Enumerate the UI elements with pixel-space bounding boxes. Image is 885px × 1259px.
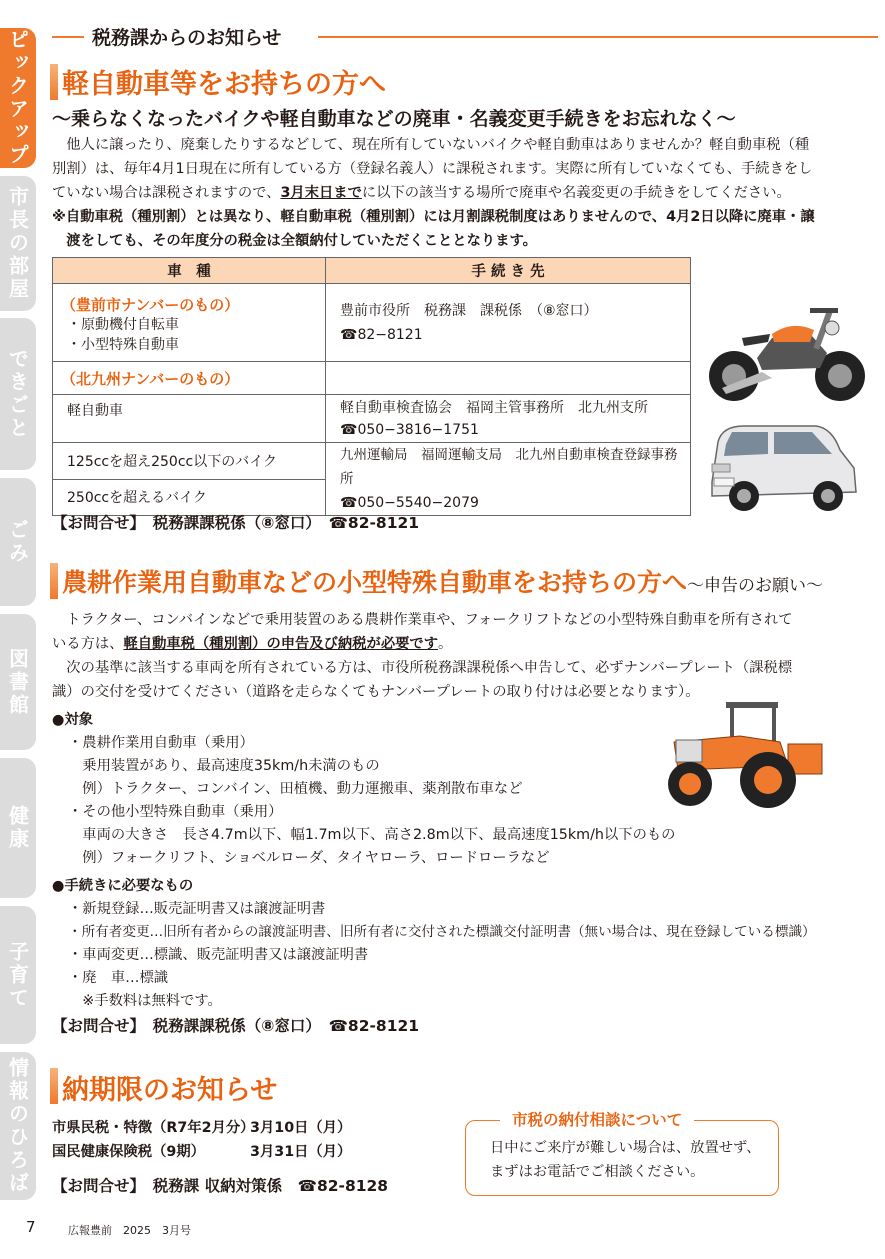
table-item: ・原動機付自転車 [67, 317, 179, 333]
header-title: 税務課からのお知らせ [92, 27, 282, 49]
inquiry-kei: 【お問合せ】 税務課課税係（⑧窓口） ☎82-8121 [52, 514, 420, 532]
needs-item: ・新規登録…販売証明書又は譲渡証明書 [68, 901, 326, 917]
body-text: いる方は、 [52, 636, 124, 652]
body-line: 次の基準に該当する車両を所有されている方は、市役所税務課課税係へ申告して、必ずナンバープレート（課税標 [52, 660, 793, 676]
consultation-box-title: 市税の納付相談について [500, 1108, 694, 1130]
deadline-label: 国民健康保険税（9期） [52, 1144, 205, 1160]
tax-emphasis: 軽自動車税（種別割）の申告及び納税が必要です [123, 636, 439, 652]
consultation-line: まずはお電話でご相談ください。 [490, 1164, 705, 1180]
note-line: ※自動車税（種別割）とは異なり、軽自動車税（種別割）には月割課税制度はありませんので、4月2日以降に廃車・譲 [52, 209, 815, 225]
body-line: 他人に譲ったり、廃棄したりするなどして、現在所有していないバイクや軽自動車はありませんか？軽自動車税（種 [52, 137, 810, 153]
table-cell-empty [326, 362, 691, 395]
table-cell-office3 [326, 443, 691, 516]
body-text: 。 [438, 636, 453, 652]
side-tab-garbage[interactable]: ごみ [0, 478, 36, 606]
deadline-emphasis: 3月末日まで [280, 185, 362, 201]
table-header-office: 手 続 き 先 [326, 258, 691, 284]
target-item: ・その他小型特殊自動車（乗用） [68, 804, 283, 820]
table-cell-group2 [53, 362, 326, 395]
consultation-line: 日中にご来庁が難しい場合は、放置せず、 [490, 1140, 761, 1156]
side-tab-pickup[interactable]: ピックアップ [0, 28, 36, 168]
table-cell-group1 [53, 284, 326, 362]
office-tel: ☎82−8121 [340, 326, 423, 343]
table-cell-office1 [326, 284, 691, 362]
body-line [52, 181, 791, 205]
section-title-suffix: ～申告のお願い～ [687, 576, 824, 596]
body-line: 識）の交付を受けてください（道路を走らなくてもナンバープレートの取り付けは必要となります）。 [52, 684, 700, 700]
motorcycle-illustration [702, 298, 872, 406]
target-item: 例）フォークリフト、ショベルローダ、タイヤローラ、ロードローラなど [68, 850, 550, 866]
office-name: 九州運輸局 福岡運輸支局 北九州自動車検査登録事務所 [340, 447, 678, 487]
section-bar [50, 1068, 58, 1104]
inquiry-special: 【お問合せ】 税務課課税係（⑧窓口） ☎82-8121 [52, 1017, 420, 1035]
side-tab-events[interactable]: できごと [0, 318, 36, 470]
deadline-date: 3月10日（月） [250, 1120, 352, 1136]
office-tel: ☎050−3816−1751 [340, 421, 479, 438]
office-name: 豊前市役所 税務課 課税係 （⑧窓口） [340, 302, 598, 319]
note-line: 渡をしても、その年度分の税金は全額納付していただくこととなります。 [52, 233, 537, 249]
needs-item: ・車両変更…標識、販売証明書又は譲渡証明書 [68, 947, 369, 963]
office-name: 軽自動車検査協会 福岡主管事務所 北九州支所 [340, 399, 648, 416]
needs-item: ※手数料は無料です。 [68, 993, 222, 1009]
needs-heading: ●手続きに必要なもの [52, 878, 194, 894]
header-rule-right [318, 36, 878, 38]
tractor-illustration [648, 700, 828, 812]
table-header-type: 車 種 [53, 258, 326, 284]
table-item: ・小型特殊自動車 [67, 337, 179, 353]
group-label-kitakyushu: （北九州ナンバーのもの） [61, 369, 240, 388]
table-cell-kei: 軽自動車 [53, 395, 326, 443]
section-title-special [62, 563, 823, 599]
inquiry-collection: 【お問合せ】 税務課 収納対策係 ☎82-8128 [52, 1177, 389, 1195]
target-item: ・農耕作業用自動車（乗用） [68, 735, 254, 751]
body-text: に以下の該当する場所で廃車や名義変更の手続きをしてください。 [361, 185, 791, 201]
side-tab-library[interactable]: 図書館 [0, 614, 36, 750]
section-title-text: 農耕作業用自動車などの小型特殊自動車をお持ちの方へ [62, 568, 688, 597]
section-bar [50, 563, 58, 599]
target-item: 例）トラクター、コンバイン、田植機、動力運搬車、薬剤散布車など [68, 781, 523, 797]
car-illustration [704, 420, 862, 516]
side-tab-childcare[interactable]: 子育て [0, 906, 36, 1044]
section-bar [50, 64, 58, 100]
deadline-label: 市県民税・特徴（R7年2月分） [52, 1120, 255, 1136]
target-heading: ●対象 [52, 712, 94, 728]
vehicle-table [52, 257, 691, 516]
needs-item: ・廃 車…標識 [68, 970, 169, 986]
needs-item: ・所有者変更…旧所有者からの譲渡証明書、旧所有者に交付された標識交付証明書（無い場合は、現在登録している標識） [68, 924, 816, 940]
side-tab-health[interactable]: 健康 [0, 758, 36, 898]
side-tab-mayor[interactable]: 市長の部屋 [0, 176, 36, 311]
office-tel: ☎050−5540−2079 [340, 495, 479, 511]
page-number: 7 [26, 1218, 36, 1236]
deadline-date: 3月31日（月） [250, 1144, 352, 1160]
section-subtitle-kei: ～乗らなくなったバイクや軽自動車などの廃車・名義変更手続きをお忘れなく～ [52, 108, 736, 130]
group-label-buzen: （豊前市ナンバーのもの） [61, 296, 240, 314]
header-rule-left [52, 36, 84, 38]
table-cell-125cc: 125ccを超え250cc以下のバイク [53, 443, 326, 480]
target-item: 車両の大きさ 長さ4.7m以下、幅1.7m以下、高さ2.8m以下、最高速度15km/h以下のもの [68, 827, 676, 843]
body-text: ていない場合は課税されますので、 [52, 185, 281, 201]
body-line: 別割）は、毎年4月1日現在に所有している方（登録名義人）に課税されます。実際に所有していなくても、手続きをし [52, 161, 813, 177]
table-cell-250cc: 250ccを超えるバイク [53, 479, 326, 516]
body-line: トラクター、コンバインなどで乗用装置のある農耕作業車や、フォークリフトなどの小型特殊自動車を所有されて [52, 612, 793, 628]
body-line [52, 632, 452, 656]
publication-name: 広報豊前 2025 3月号 [68, 1224, 191, 1237]
target-item: 乗用装置があり、最高速度35km/h未満のもの [68, 758, 380, 774]
table-cell-office2 [326, 395, 691, 443]
section-title-deadline: 納期限のお知らせ [62, 1075, 278, 1106]
side-tab-info[interactable]: 情報のひろば [0, 1052, 36, 1200]
section-title-kei: 軽自動車等をお持ちの方へ [62, 69, 386, 100]
